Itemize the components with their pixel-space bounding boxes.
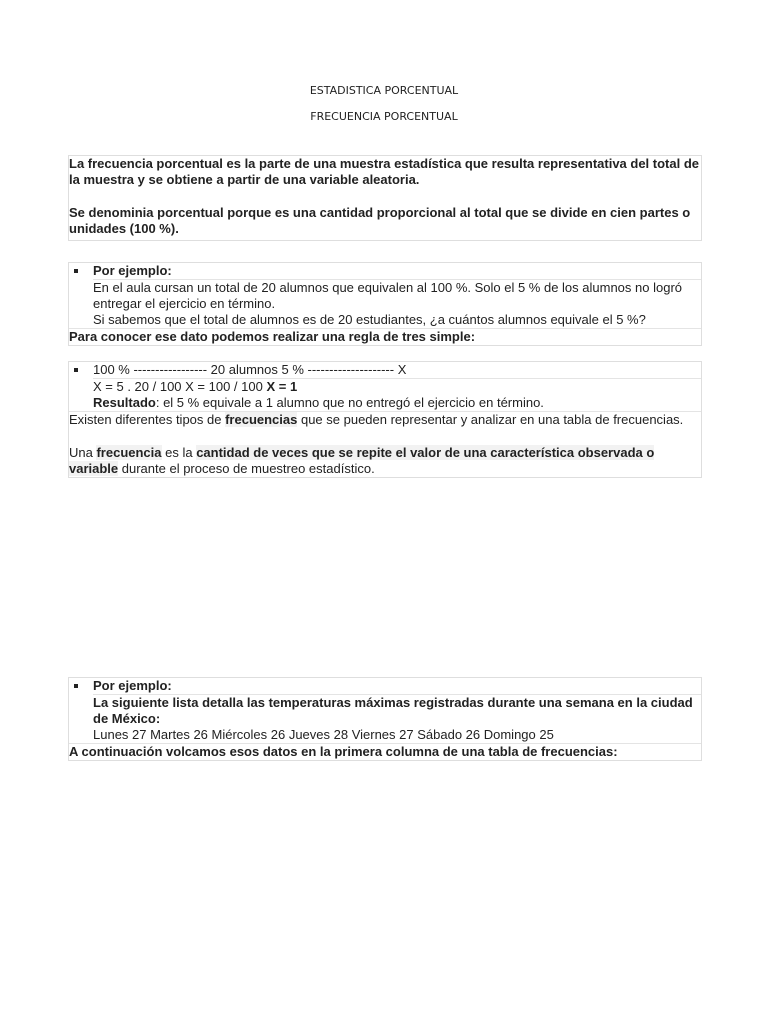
example-label: Por ejemplo: (93, 263, 172, 278)
example-line-1: En el aula cursan un total de 20 alumnos que equivalen al 100 %. Solo el 5 % de los alumnos no logró entregar el ejercicio en término. (93, 279, 701, 312)
types-text-pre: Existen diferentes tipos de (69, 412, 226, 427)
rule-result (93, 395, 701, 411)
types-text-bold: frecuencias (225, 412, 298, 427)
temperature-intro: La siguiente lista detalla las temperaturas máximas registradas durante una semana en la ciudad de México: (93, 694, 701, 727)
types-paragraph (69, 411, 701, 428)
freq-text-post: durante el proceso de muestreo estadístico. (118, 461, 375, 476)
freq-text-bold-1: frecuencia (96, 445, 162, 460)
freq-text-pre: Una (69, 445, 97, 460)
example-block-1 (68, 262, 702, 346)
rule-equation: X = 5 . 20 / 100 X = 100 / 100 (93, 379, 267, 394)
example-line-2: Si sabemos que el total de alumnos es de 20 estudiantes, ¿a cuántos alumnos equivale el 5 %? (93, 312, 646, 327)
types-text-post: que se pueden representar y analizar en una tabla de frecuencias. (297, 412, 684, 427)
rule-intro: Para conocer ese dato podemos realizar una regla de tres simple: (69, 328, 701, 345)
result-label: Resultado (93, 395, 156, 410)
example-block-2 (68, 677, 702, 761)
example-list-item-2 (69, 678, 701, 743)
rule-line-1: 100 % ----------------- 20 alumnos 5 % -------------------- X (93, 362, 407, 377)
document-title: ESTADISTICA PORCENTUAL (309, 84, 459, 97)
bullet-icon (74, 368, 78, 372)
definition-block (68, 155, 702, 241)
table-intro: A continuación volcamos esos datos en la primera columna de una tabla de frecuencias: (69, 743, 701, 760)
example-list-item (69, 263, 701, 328)
bullet-icon (74, 684, 78, 688)
freq-text-mid: es la (161, 445, 197, 460)
bullet-icon (74, 269, 78, 273)
result-text: : el 5 % equivale a 1 alumno que no entregó el ejercicio en término. (155, 395, 544, 410)
rule-block (68, 361, 702, 478)
rule-answer: X = 1 (266, 379, 298, 394)
porcentual-paragraph: Se denominia porcentual porque es una cantidad proporcional al total que se divide en cien partes o unidades (100 %). (69, 205, 691, 236)
definition-paragraph: La frecuencia porcentual es la parte de una muestra estadística que resulta representativa del total de la muestra y se obtiene a partir de una variable aleatoria. (69, 156, 700, 187)
temperature-data: Lunes 27 Martes 26 Miércoles 26 Jueves 28 Viernes 27 Sábado 26 Domingo 25 (93, 727, 554, 742)
frequency-definition (69, 445, 701, 477)
rule-line-2 (93, 378, 701, 395)
example-label-2: Por ejemplo: (93, 678, 172, 693)
freq-text-bold-2: cantidad de veces que se repite el valor de una característica observada o variable (69, 445, 655, 476)
document-subtitle: FRECUENCIA PORCENTUAL (310, 110, 458, 123)
rule-list-item (69, 362, 701, 411)
